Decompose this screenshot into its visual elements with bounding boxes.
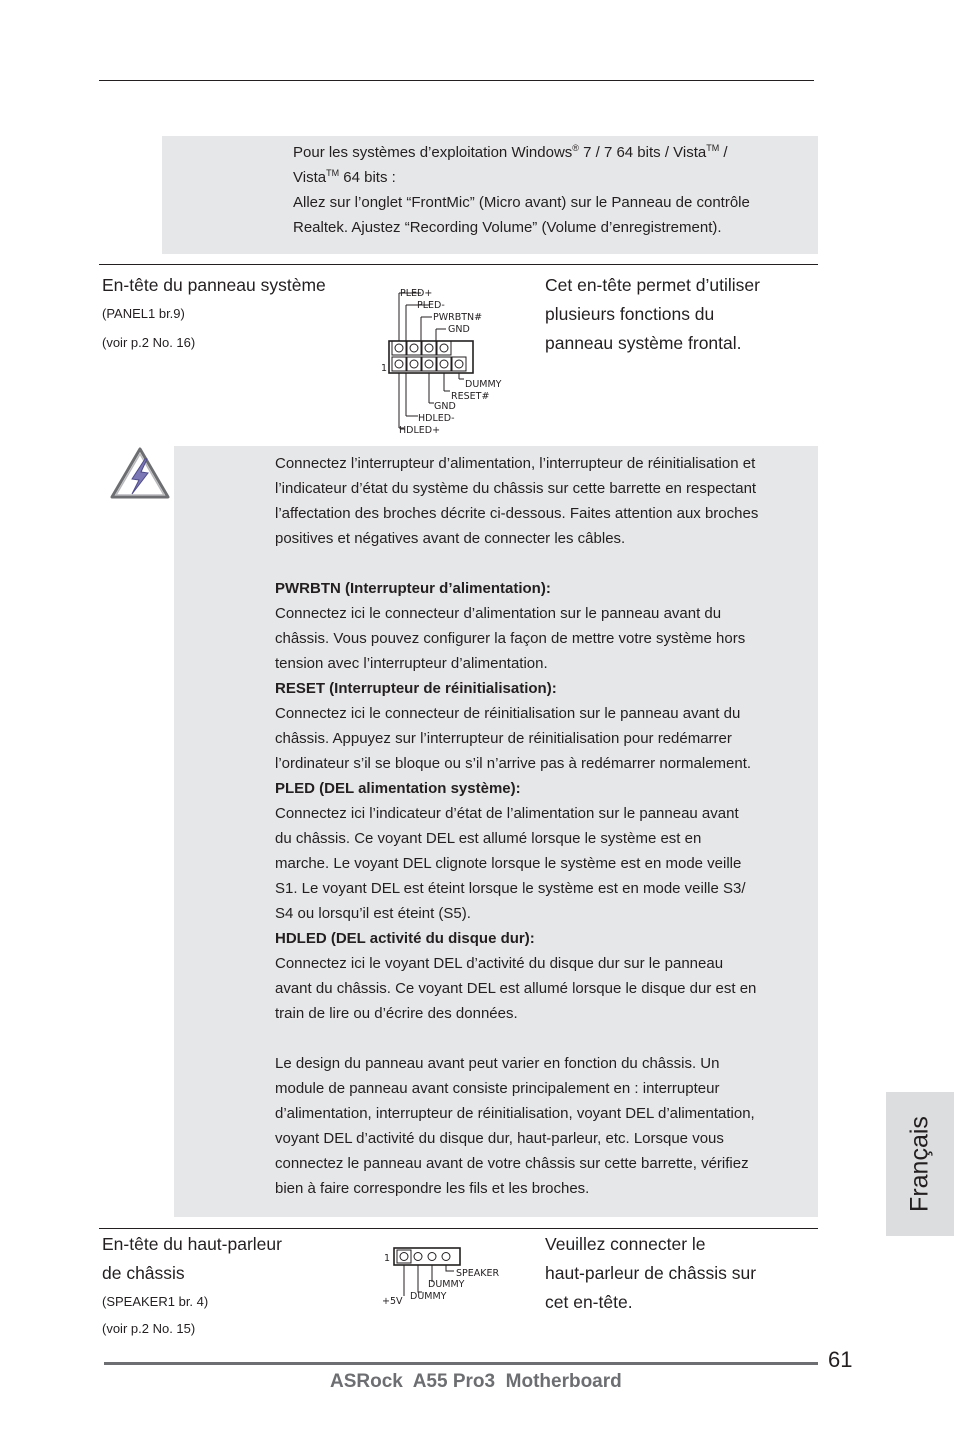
panel-header-ref1: (PANEL1 br.9) (102, 306, 185, 321)
text-line: S1. Le voyant DEL est éteint lorsque le système est en mode veille S3/ (275, 880, 746, 897)
windows-note-line1: Pour les systèmes d’exploitation Windows® 7 / 7 64 bits / Vista™ / (293, 143, 728, 161)
windows-note-line2: Vista™ 64 bits : (293, 168, 396, 186)
text-line: Connectez ici le voyant DEL d’activité du disque dur sur le panneau (275, 955, 724, 972)
page-number: 61 (828, 1347, 853, 1372)
panel-header-ref2: (voir p.2 No. 16) (102, 335, 196, 350)
text-line: avant du châssis. Ce voyant DEL est allumé lorsque le disque dur est en (275, 980, 757, 997)
windows-note-line3: Allez sur l’onglet “FrontMic” (Micro avant) sur le Panneau de contrôle (293, 194, 750, 211)
panel-section-rule (99, 264, 818, 265)
reset-section (275, 676, 820, 776)
hdled-section (275, 926, 820, 1026)
speaker-pin-one-label: 1 (384, 1253, 391, 1264)
text-line: bien à faire correspondre les fils et les broches. (275, 1180, 590, 1197)
speaker-header-description (545, 1230, 815, 1317)
front-panel-note (275, 1051, 820, 1201)
language-side-tab (886, 1092, 954, 1236)
text-line: connectez le panneau avant de votre châssis sur cette barrette, vérifiez (275, 1155, 749, 1172)
speaker-desc-line1: Veuillez connecter le (545, 1234, 706, 1254)
speaker-pin-diagram (378, 1244, 508, 1308)
text-line: châssis. Vous pouvez configurer la façon de mettre votre système hors (275, 630, 746, 647)
footer-rule (104, 1362, 818, 1365)
panel-desc-line1: Cet en-tête permet d’utiliser (545, 275, 760, 295)
speaker-header-title (102, 1230, 282, 1288)
speaker-section-rule (99, 1228, 818, 1229)
footer-product-name: ASRock A55 Pro3 Motherboard (330, 1371, 622, 1392)
pled-heading: PLED (DEL alimentation système): (275, 780, 521, 797)
warning-lightning-icon (108, 445, 172, 503)
panel-header-title: En-tête du panneau système (102, 275, 326, 295)
pin-label-gnd-bottom: GND (434, 401, 456, 412)
speaker-header-ref1: (SPEAKER1 br. 4) (102, 1294, 209, 1309)
speaker-desc-line2: haut-parleur de châssis sur (545, 1263, 757, 1283)
pin-label-pled-plus: PLED+ (400, 288, 433, 299)
text-line: train de lire ou d’écrire des données. (275, 1005, 518, 1022)
speaker-header-ref2: (voir p.2 No. 15) (102, 1321, 196, 1336)
panel-desc-line3: panneau système frontal. (545, 333, 742, 353)
text-line: tension avec l’interrupteur d’alimentation. (275, 655, 548, 672)
pin-label-gnd-top: GND (448, 324, 470, 335)
text-line: positives et négatives avant de connecter les câbles. (275, 530, 626, 547)
language-side-tab-label: Français (905, 1116, 934, 1212)
pin-label-dummy: DUMMY (465, 379, 502, 390)
speaker-label-dummy2: DUMMY (410, 1291, 447, 1302)
warning-text (275, 451, 820, 1201)
text-line: marche. Le voyant DEL clignote lorsque le système est en mode veille (275, 855, 742, 872)
panel-desc-line2: plusieurs fonctions du (545, 304, 715, 324)
text-line: châssis. Appuyez sur l’interrupteur de réinitialisation pour redémarrer (275, 730, 732, 747)
text-line: voyant DEL d’activité du disque dur, haut-parleur, etc. Lorsque vous (275, 1130, 724, 1147)
panel-header-description (545, 271, 815, 358)
text-line: Le design du panneau avant peut varier en fonction du châssis. Un (275, 1055, 720, 1072)
windows-note-line4: Realtek. Ajustez “Recording Volume” (Volume d’enregistrement). (293, 219, 722, 236)
text-line: du châssis. Ce voyant DEL est allumé lorsque le système est en (275, 830, 702, 847)
pwrbtn-heading: PWRBTN (Interrupteur d’alimentation): (275, 580, 551, 597)
hdled-heading: HDLED (DEL activité du disque dur): (275, 930, 535, 947)
top-rule (99, 80, 814, 81)
warning-intro (275, 451, 820, 551)
text-line: l’ordinateur s’il se bloque ou s’il n’arrive pas à redémarrer normalement. (275, 755, 752, 772)
text-line: l’indicateur d’état du système du châssis sur cette barrette en respectant (275, 480, 757, 497)
pin-label-pwrbtn: PWRBTN# (433, 312, 483, 323)
speaker-desc-line3: cet en-tête. (545, 1292, 633, 1312)
pin-label-hdled-plus: HDLED+ (399, 425, 441, 435)
speaker-label-dummy1: DUMMY (428, 1279, 465, 1290)
text-line: module de panneau avant consiste principalement en : interrupteur (275, 1080, 720, 1097)
text-line: Connectez ici le connecteur d’alimentation sur le panneau avant du (275, 605, 722, 622)
reset-heading: RESET (Interrupteur de réinitialisation): (275, 680, 557, 697)
pin-label-pled-minus: PLED- (417, 300, 445, 311)
text-line: l’affectation des broches décrite ci-dessous. Faites attention aux broches (275, 505, 759, 522)
pin-one-label: 1 (381, 363, 388, 374)
text-line: Connectez l’interrupteur d’alimentation, l’interrupteur de réinitialisation et (275, 455, 756, 472)
text-line: Connectez ici l’indicateur d’état de l’alimentation sur le panneau avant (275, 805, 739, 822)
windows-note-text (293, 140, 813, 240)
speaker-label-5v: +5V (382, 1296, 403, 1307)
text-line: Connectez ici le connecteur de réinitialisation sur le panneau avant du (275, 705, 741, 722)
speaker-title-line2: de châssis (102, 1263, 185, 1283)
pled-section (275, 776, 820, 926)
speaker-label-speaker: SPEAKER (456, 1268, 500, 1279)
text-line: S4 ou lorsqu’il est éteint (S5). (275, 905, 471, 922)
panel-pin-diagram (376, 283, 516, 435)
speaker-title-line1: En-tête du haut-parleur (102, 1234, 282, 1254)
pin-label-hdled-minus: HDLED- (418, 413, 455, 424)
pin-label-reset: RESET# (451, 391, 490, 402)
pwrbtn-section (275, 576, 820, 676)
text-line: d’alimentation, interrupteur de réinitialisation, voyant DEL d’alimentation, (275, 1105, 755, 1122)
